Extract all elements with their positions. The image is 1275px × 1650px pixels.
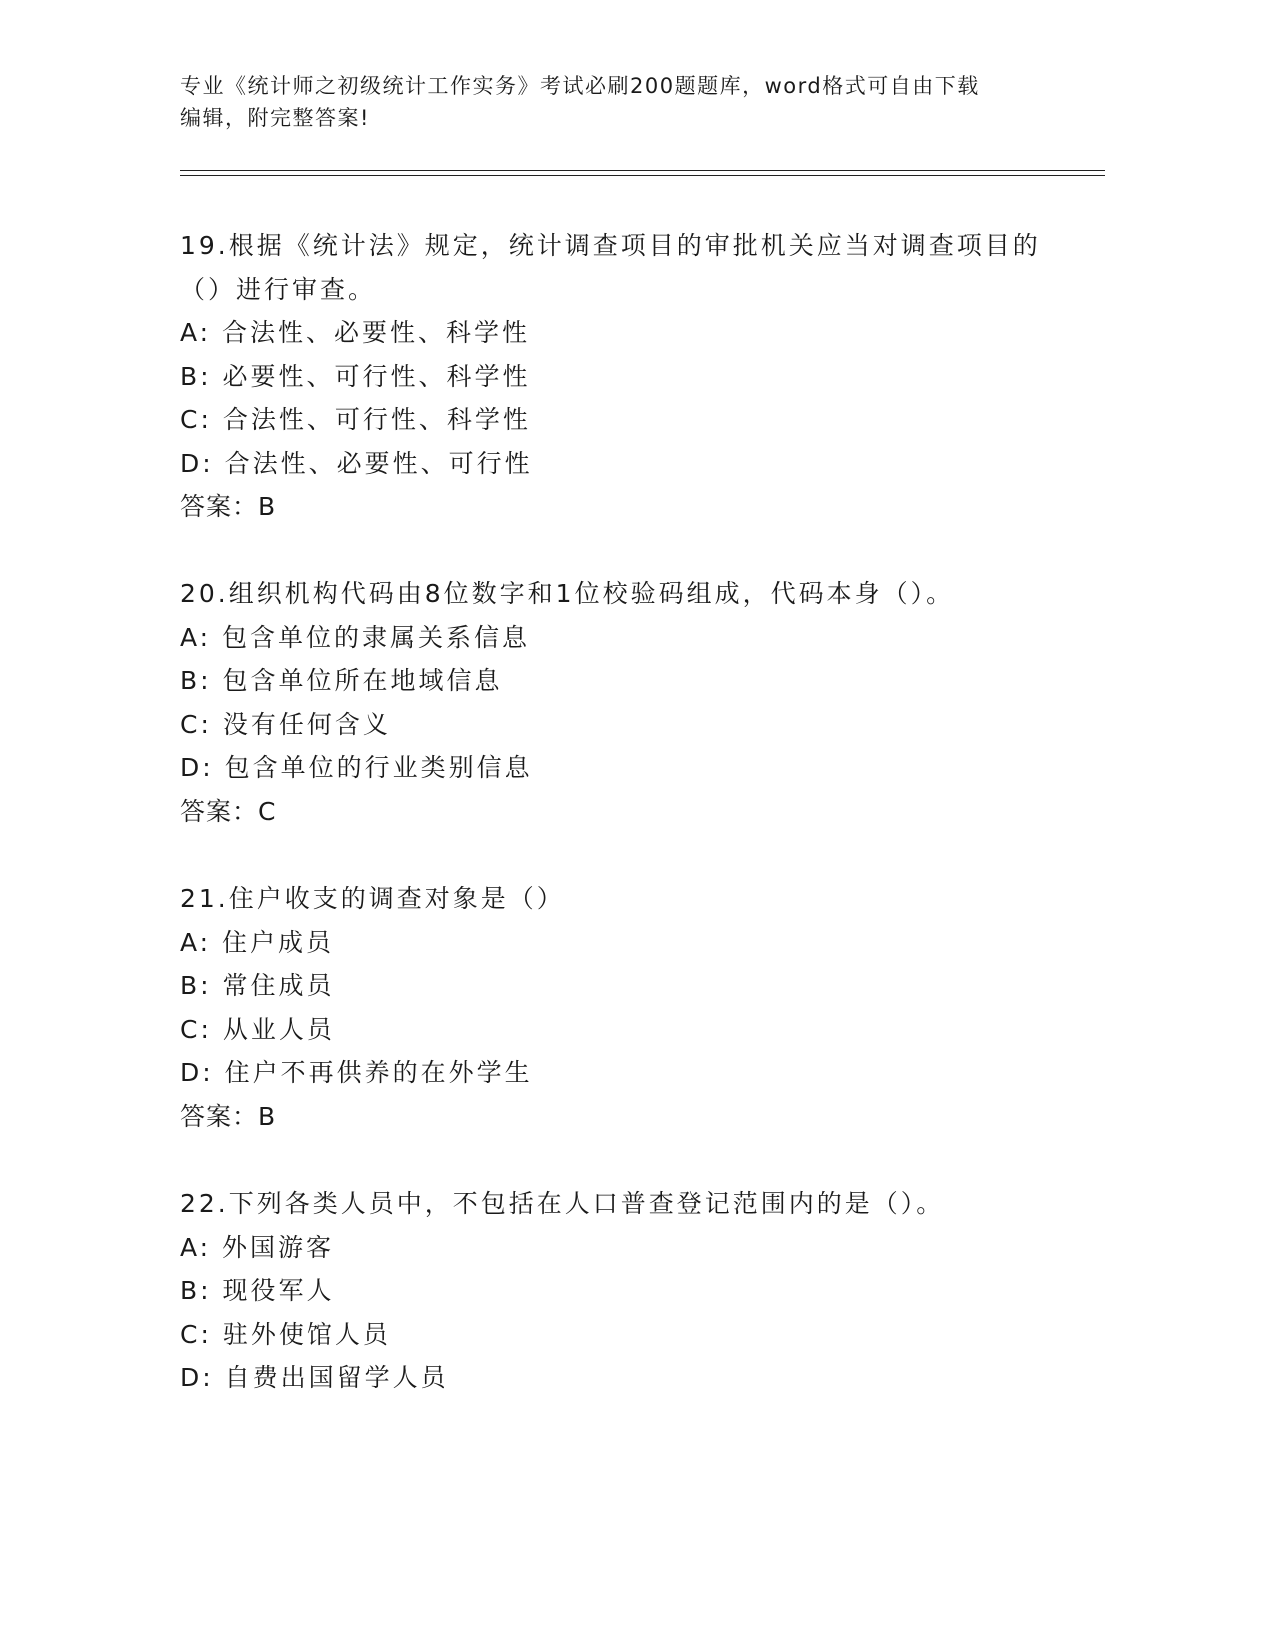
answer: 答案：B — [180, 1101, 277, 1131]
answer: 答案：C — [180, 796, 277, 826]
question-stem: 22.下列各类人员中，不包括在人口普查登记范围内的是（）。 — [180, 1189, 945, 1218]
option-c: C: 从业人员 — [180, 1014, 335, 1044]
question-stem: 20.组织机构代码由8位数字和1位校验码组成，代码本身（）。 — [180, 579, 955, 608]
option-c: C: 没有任何含义 — [180, 709, 391, 739]
question-stem-continued: （）进行审查。 — [180, 274, 377, 304]
option-d: D: 住户不再供养的在外学生 — [180, 1058, 533, 1087]
header-divider-top — [180, 170, 1105, 171]
question-stem: 21.住户收支的调查对象是（） — [180, 884, 565, 913]
question-21 — [180, 877, 1100, 1138]
option-a: A: 住户成员 — [180, 927, 335, 957]
option-a: A: 包含单位的隶属关系信息 — [180, 622, 531, 652]
question-20 — [180, 572, 1100, 833]
option-b: B: 包含单位所在地域信息 — [180, 666, 503, 695]
question-stem: 19.根据《统计法》规定，统计调查项目的审批机关应当对调查项目的 — [180, 231, 1041, 260]
option-a: A: 外国游客 — [180, 1232, 335, 1262]
header-line-1: 专业《统计师之初级统计工作实务》考试必刷200题题库，word格式可自由下载 — [180, 74, 980, 98]
option-b: B: 现役军人 — [180, 1276, 335, 1305]
option-c: C: 合法性、可行性、科学性 — [180, 405, 531, 434]
option-a: A: 合法性、必要性、科学性 — [180, 318, 531, 347]
option-d: D: 自费出国留学人员 — [180, 1363, 449, 1392]
document-header — [180, 70, 1080, 134]
question-22 — [180, 1182, 1100, 1400]
option-d: D: 合法性、必要性、可行性 — [180, 448, 533, 478]
option-d: D: 包含单位的行业类别信息 — [180, 753, 533, 782]
question-19 — [180, 224, 1100, 529]
option-b: B: 常住成员 — [180, 971, 335, 1000]
option-c: C: 驻外使馆人员 — [180, 1319, 391, 1349]
header-divider-bottom — [180, 175, 1105, 176]
answer: 答案：B — [180, 492, 277, 521]
option-b: B: 必要性、可行性、科学性 — [180, 361, 531, 391]
header-line-2: 编辑，附完整答案! — [180, 106, 370, 130]
